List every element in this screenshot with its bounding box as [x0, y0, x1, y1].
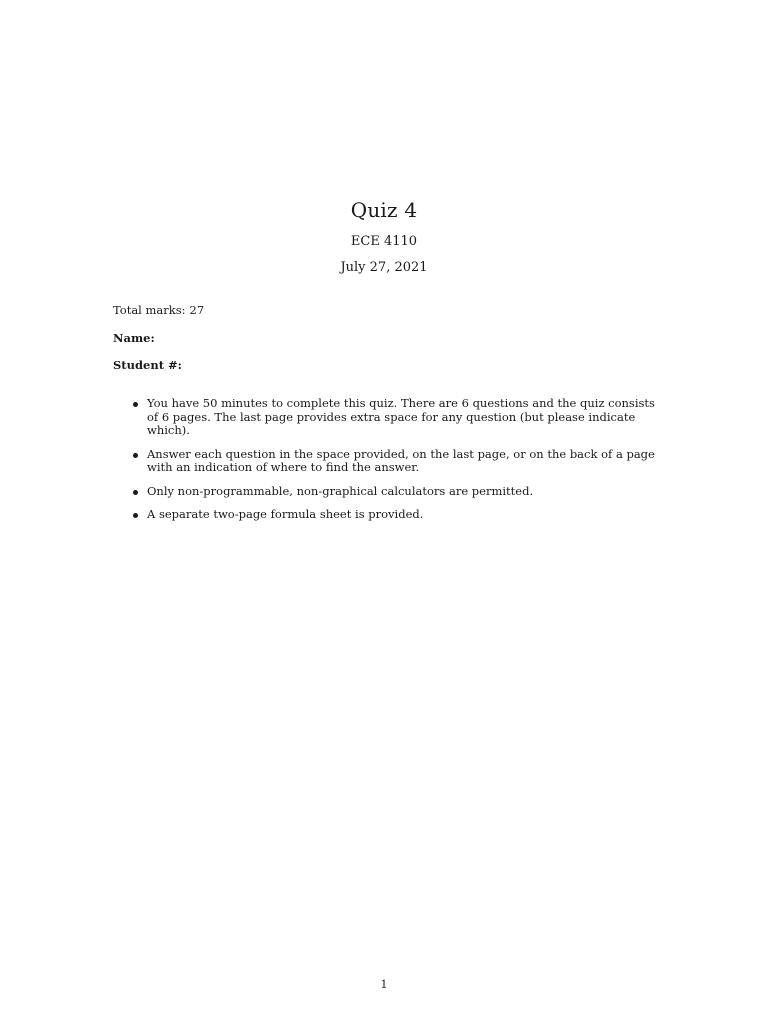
- name-label: Name:: [113, 331, 155, 345]
- bullet-icon: [133, 453, 138, 458]
- instruction-item: [131, 485, 659, 499]
- name-field: [113, 331, 155, 345]
- instruction-text: Answer each question in the space provided, on the last page, or on the back of a page with an indication of where to find the answer.: [147, 446, 655, 474]
- bullet-icon: [133, 402, 138, 407]
- instruction-text: Only non-programmable, non-graphical calculators are permitted.: [147, 483, 534, 498]
- quiz-date: July 27, 2021: [340, 260, 428, 275]
- instruction-text: You have 50 minutes to complete this quiz. There are 6 questions and the quiz consists of 6 pages. The last page provides extra space for any question (but please indicate which).: [147, 396, 655, 437]
- total-marks-label: Total marks:: [113, 303, 186, 317]
- bullet-icon: [133, 513, 138, 518]
- student-number-field: [113, 358, 182, 372]
- instruction-item: [131, 508, 659, 522]
- student-number-label: Student #:: [113, 358, 182, 372]
- instructions-list: [131, 397, 659, 532]
- total-marks-value: 27: [189, 303, 205, 317]
- total-marks: [113, 303, 204, 317]
- quiz-title: Quiz 4: [350, 198, 418, 222]
- instruction-item: [131, 397, 659, 438]
- page-number: 1: [380, 978, 388, 991]
- instruction-text: A separate two-page formula sheet is provided.: [147, 507, 424, 521]
- instruction-item: [131, 448, 659, 475]
- bullet-icon: [133, 490, 138, 495]
- course-code: ECE 4110: [350, 234, 418, 249]
